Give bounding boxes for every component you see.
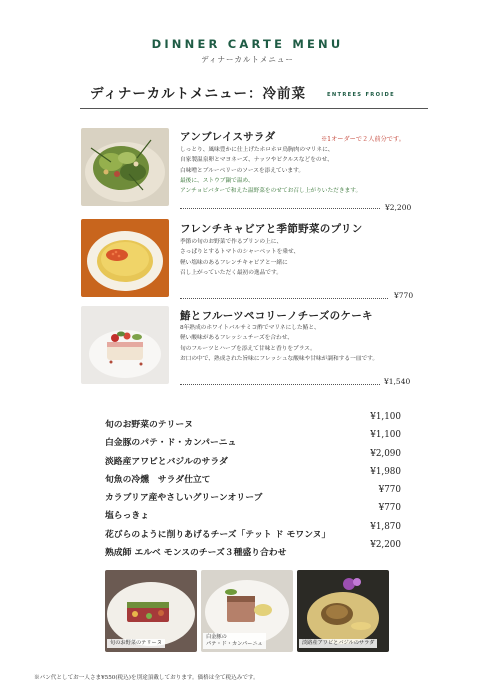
footer-note: ※パン代としてお一人さま¥550(税込)を別途頂戴しております。価格は全て税込みです。 xyxy=(34,675,259,681)
menu-list xyxy=(105,412,401,558)
dish-desc-cake: 8年熟成のホワイトバルサミコ酢でマリネにした鰆と、 軽い酸味があるフレッシュチーズを合わせ、 旬のフルーツとハーブを添えて甘味と香りをプラス。 お口の中で、熟成された旨味にフレッシュな酸味や甘味が調和する一皿です。 xyxy=(180,325,379,362)
pudding-photo xyxy=(81,219,169,297)
salad-photo xyxy=(81,128,169,206)
list-item-price: ¥1,100 xyxy=(370,430,401,441)
list-item-name: 花びらのように削りあげるチーズ「テット ド モワンヌ」 xyxy=(105,529,331,540)
gallery-photo-abalone xyxy=(297,570,389,652)
list-item-name: カラブリア産やさしいグリーンオリーブ xyxy=(105,493,263,504)
list-item-price: ¥2,200 xyxy=(370,540,401,551)
list-item-name: 白金豚のパテ・ド・カンパーニュ xyxy=(105,438,237,449)
list-item-name: 塩らっきょ xyxy=(105,511,149,522)
dish-desc-pudding: 季節の旬のお野菜で作るプリンの上に、 さっぱりとするトマトのシャーベットを乗せ、 軽い塩味のあるフレンチキャビアと一緒に 召し上がっていただく最初の逸品です。 xyxy=(180,239,300,276)
price-leader xyxy=(180,208,380,209)
list-item-price: ¥1,980 xyxy=(370,466,401,477)
list-item xyxy=(105,503,401,521)
gallery-caption-pate: 白金豚の パテ・ド・カンパーニュ xyxy=(203,633,266,649)
dish-price-pudding: ¥770 xyxy=(394,291,414,300)
price-leader xyxy=(180,384,380,385)
dish-name-salad: アンブレイスサラダ xyxy=(180,131,276,143)
list-item xyxy=(105,485,401,503)
gallery-caption-abalone: 淡路産アワビとバジルのサラダ xyxy=(299,639,377,648)
list-item-price: ¥2,090 xyxy=(370,448,401,459)
list-item xyxy=(105,430,401,448)
list-item-price: ¥770 xyxy=(378,503,401,514)
list-item-price: ¥770 xyxy=(378,485,401,496)
list-item xyxy=(105,412,401,430)
section-title-en: ENTREES FROIDE xyxy=(327,92,395,98)
section-title: ディナーカルトメニュー：冷前菜 xyxy=(90,86,307,102)
dish-note-salad: ※1オーダーで２人前分です。 xyxy=(321,136,405,143)
cake-photo xyxy=(81,306,169,384)
list-item xyxy=(105,522,401,540)
list-item xyxy=(105,449,401,467)
list-item-name: 旬魚の冷燻 サラダ仕立て xyxy=(105,474,211,485)
dish-name-pudding: フレンチキャビアと季節野菜のプリン xyxy=(180,223,363,235)
dish-name-cake: 鰆とフルーツペコリーノチーズのケーキ xyxy=(180,310,373,322)
dish-price-cake: ¥1,540 xyxy=(384,377,411,386)
menu-subtitle: ディナーカルトメニュー xyxy=(201,55,294,64)
dish-price-salad: ¥2,200 xyxy=(385,203,412,212)
gallery-photo-terrine xyxy=(105,570,197,652)
gallery-photo-pate xyxy=(201,570,293,652)
list-item-name: 淡路産アワビとバジルのサラダ xyxy=(105,456,228,467)
section-divider xyxy=(80,108,428,109)
price-leader xyxy=(180,298,388,299)
list-item-name: 熟成師 エルベ モンスのチーズ３種盛り合わせ xyxy=(105,548,287,559)
list-item-name: 旬のお野菜のテリーヌ xyxy=(105,420,193,430)
dish-desc-salad: しっとり、風味豊かに仕上げたホロホロ鳥胸肉のマリネに、 自家製温泉卵とマヨネーズ、ナッツやピクルスなどをのせ、 白味噌とブルーベリーのソースを添えています。 最後に、ストウブ鍋で温め、 アンチョビバターで和えた温野菜をのせてお召し上がりいただきます。 xyxy=(180,147,362,195)
list-item-price: ¥1,870 xyxy=(370,521,401,532)
list-item xyxy=(105,540,401,558)
list-item-price: ¥1,100 xyxy=(370,412,401,422)
gallery-caption-terrine: 旬のお野菜のテリーヌ xyxy=(107,639,165,648)
list-item xyxy=(105,467,401,485)
menu-title: DINNER CARTE MENU xyxy=(151,37,344,51)
